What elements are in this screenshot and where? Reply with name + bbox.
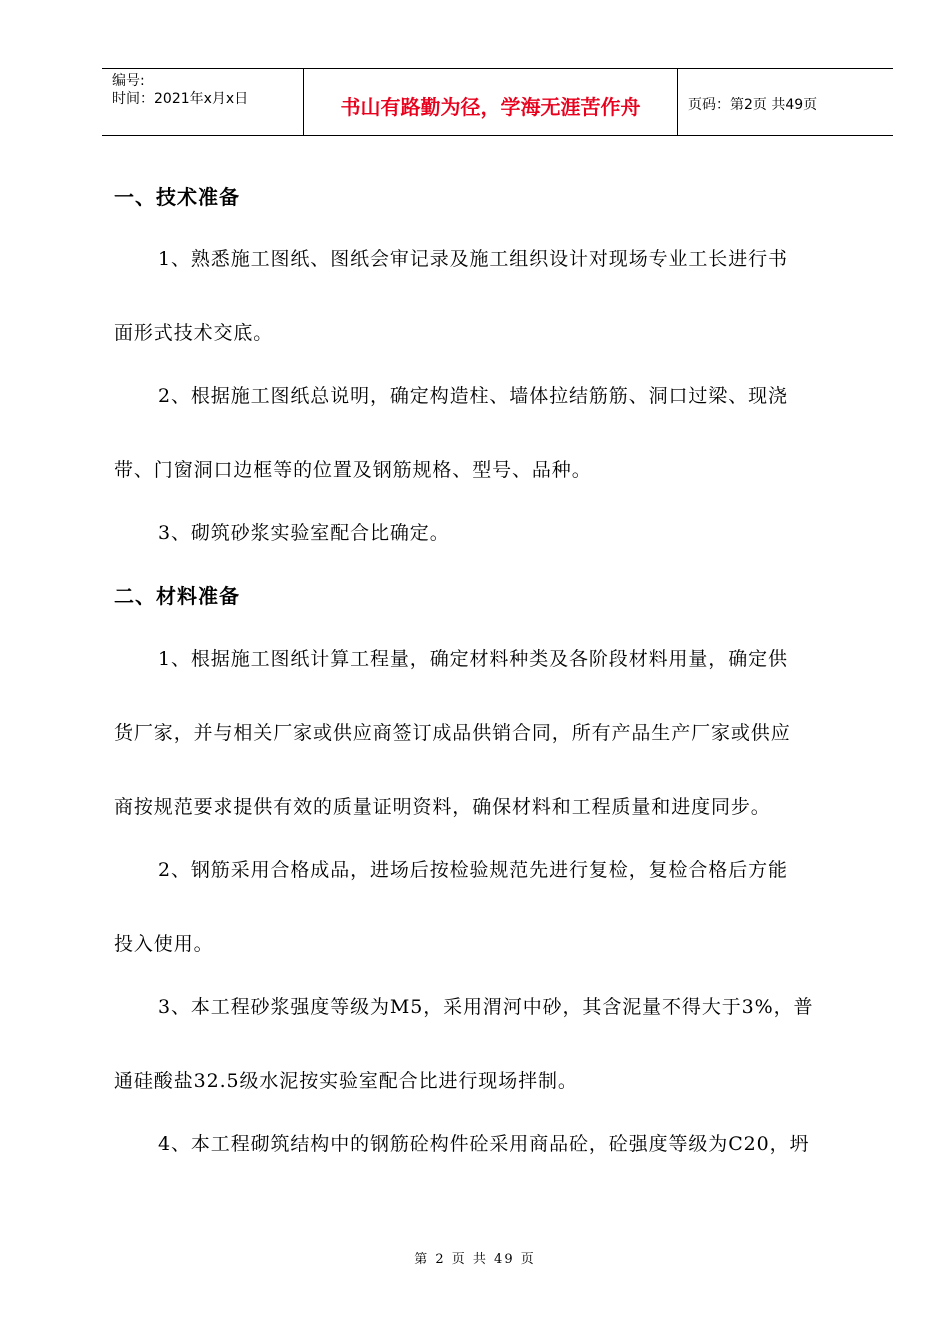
paragraph-line: 通硅酸盐32.5级水泥按实验室配合比进行现场拌制。: [114, 1070, 578, 1092]
time-label: 时间：2021年x月x日: [112, 91, 249, 107]
header-motto-cell: [304, 69, 678, 135]
paragraph-line: 商按规范要求提供有效的质量证明资料，确保材料和工程质量和进度同步。: [114, 796, 771, 818]
paragraph-line: 投入使用。: [114, 933, 214, 955]
paragraph-line: 3、砌筑砂浆实验室配合比确定。: [158, 522, 450, 544]
document-header: [102, 68, 893, 136]
header-motto: 书山有路勤为径，学海无涯苦作舟: [340, 94, 641, 119]
paragraph-line: 货厂家，并与相关厂家或供应商签订成品供销合同，所有产品生产厂家或供应: [114, 722, 791, 744]
page-footer: 第 2 页 共 49 页: [414, 1252, 536, 1267]
section-heading-materials: 二、材料准备: [114, 584, 240, 608]
paragraph-line: 面形式技术交底。: [114, 322, 274, 344]
header-page-info: 页码：第2页 共49页: [688, 97, 818, 113]
header-meta: [102, 69, 304, 135]
paragraph-line: 1、熟悉施工图纸、图纸会审记录及施工组织设计对现场专业工长进行书: [158, 248, 788, 270]
paragraph-line: 4、本工程砌筑结构中的钢筋砼构件砼采用商品砼，砼强度等级为C20，坍: [158, 1133, 810, 1155]
code-label: 编号:: [112, 73, 145, 89]
paragraph-line: 3、本工程砂浆强度等级为M5，采用渭河中砂，其含泥量不得大于3%，普: [158, 996, 814, 1018]
section-heading-technical: 一、技术准备: [114, 185, 240, 209]
header-page-cell: [678, 69, 893, 135]
paragraph-line: 2、钢筋采用合格成品，进场后按检验规范先进行复检，复检合格后方能: [158, 859, 788, 881]
paragraph-line: 2、根据施工图纸总说明，确定构造柱、墙体拉结筋筋、洞口过梁、现浇: [158, 385, 788, 407]
paragraph-line: 带、门窗洞口边框等的位置及钢筋规格、型号、品种。: [114, 459, 592, 481]
paragraph-line: 1、根据施工图纸计算工程量，确定材料种类及各阶段材料用量，确定供: [158, 648, 788, 670]
